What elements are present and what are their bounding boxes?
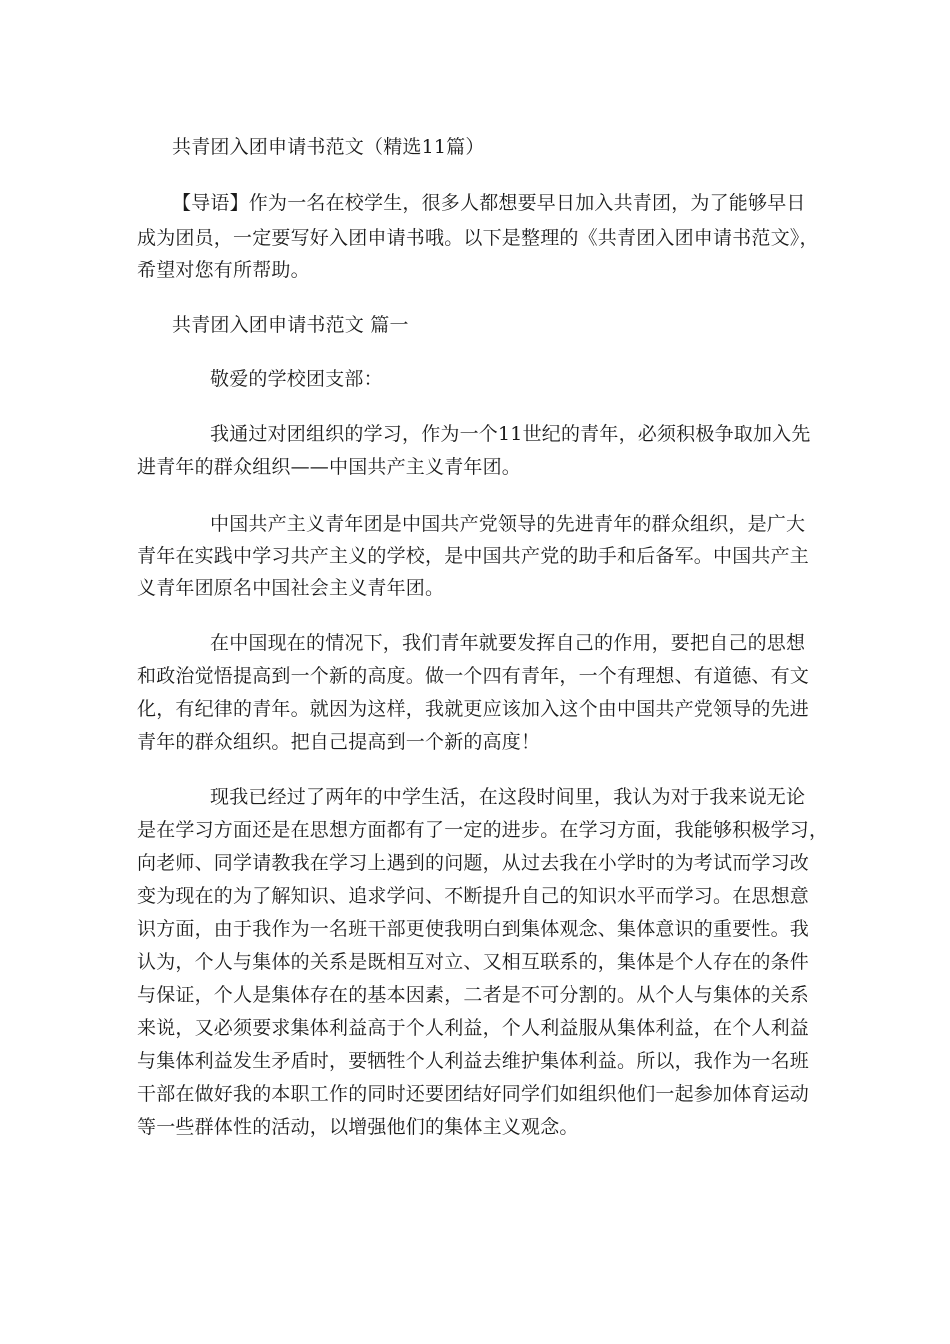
paragraph-line: 义青年团原名中国社会主义青年团。 bbox=[137, 577, 445, 599]
paragraph-line: 识方面，由于我作为一名班干部更使我明白到集体观念、集体意识的重要性。我 bbox=[137, 918, 810, 940]
paragraph-line: 我通过对团组织的学习，作为一个11世纪的青年，必须积极争取加入先 bbox=[210, 423, 811, 445]
paragraph-line: 青年在实践中学习共产主义的学校，是中国共产党的助手和后备军。中国共产主 bbox=[137, 545, 810, 567]
paragraph-line: 和政治觉悟提高到一个新的高度。做一个四有青年，一个有理想、有道德、有文 bbox=[137, 665, 810, 687]
paragraph-line: 认为，个人与集体的关系是既相互对立、又相互联系的，集体是个人存在的条件 bbox=[137, 951, 810, 973]
paragraph-line: 进青年的群众组织——中国共产主义青年团。 bbox=[137, 456, 522, 478]
salutation: 敬爱的学校团支部： bbox=[210, 368, 383, 390]
paragraph-line: 来说，又必须要求集体利益高于个人利益，个人利益服从集体利益，在个人利益 bbox=[137, 1017, 810, 1039]
paragraph-line: 向老师、同学请教我在学习上遇到的问题，从过去我在小学时的为考试而学习改 bbox=[137, 852, 810, 874]
paragraph-line: 中国共产主义青年团是中国共产党领导的先进青年的群众组织，是广大 bbox=[210, 513, 806, 535]
paragraph-line: 在中国现在的情况下，我们青年就要发挥自己的作用，要把自己的思想 bbox=[210, 632, 806, 654]
paragraph-line: 是在学习方面还是在思想方面都有了一定的进步。在学习方面，我能够积极学习， bbox=[137, 819, 829, 841]
intro-line: 成为团员，一定要写好入团申请书哦。以下是整理的《共青团入团申请书范文》， bbox=[137, 227, 819, 249]
paragraph-line: 与保证，个人是集体存在的基本因素，二者是不可分割的。从个人与集体的关系 bbox=[137, 984, 810, 1006]
section-heading: 共青团入团申请书范文 篇一 bbox=[172, 314, 409, 336]
paragraph-line: 化，有纪律的青年。就因为这样，我就更应该加入这个由中国共产党领导的先进 bbox=[137, 698, 810, 720]
paragraph-line: 变为现在的为了解知识、追求学问、不断提升自己的知识水平而学习。在思想意 bbox=[137, 885, 810, 907]
intro-line: 希望对您有所帮助。 bbox=[137, 259, 310, 281]
paragraph-line: 等一些群体性的活动，以增强他们的集体主义观念。 bbox=[137, 1116, 579, 1138]
page-title: 共青团入团申请书范文（精选11篇） bbox=[172, 136, 485, 158]
intro-line: 【导语】作为一名在校学生，很多人都想要早日加入共青团，为了能够早日 bbox=[172, 192, 806, 214]
paragraph-line: 干部在做好我的本职工作的同时还要团结好同学们如组织他们一起参加体育运动 bbox=[137, 1083, 810, 1105]
paragraph-line: 与集体利益发生矛盾时，要牺牲个人利益去维护集体利益。所以，我作为一名班 bbox=[137, 1050, 810, 1072]
paragraph-line: 现我已经过了两年的中学生活，在这段时间里，我认为对于我来说无论 bbox=[210, 786, 806, 808]
paragraph-line: 青年的群众组织。把自己提高到一个新的高度！ bbox=[137, 731, 541, 753]
